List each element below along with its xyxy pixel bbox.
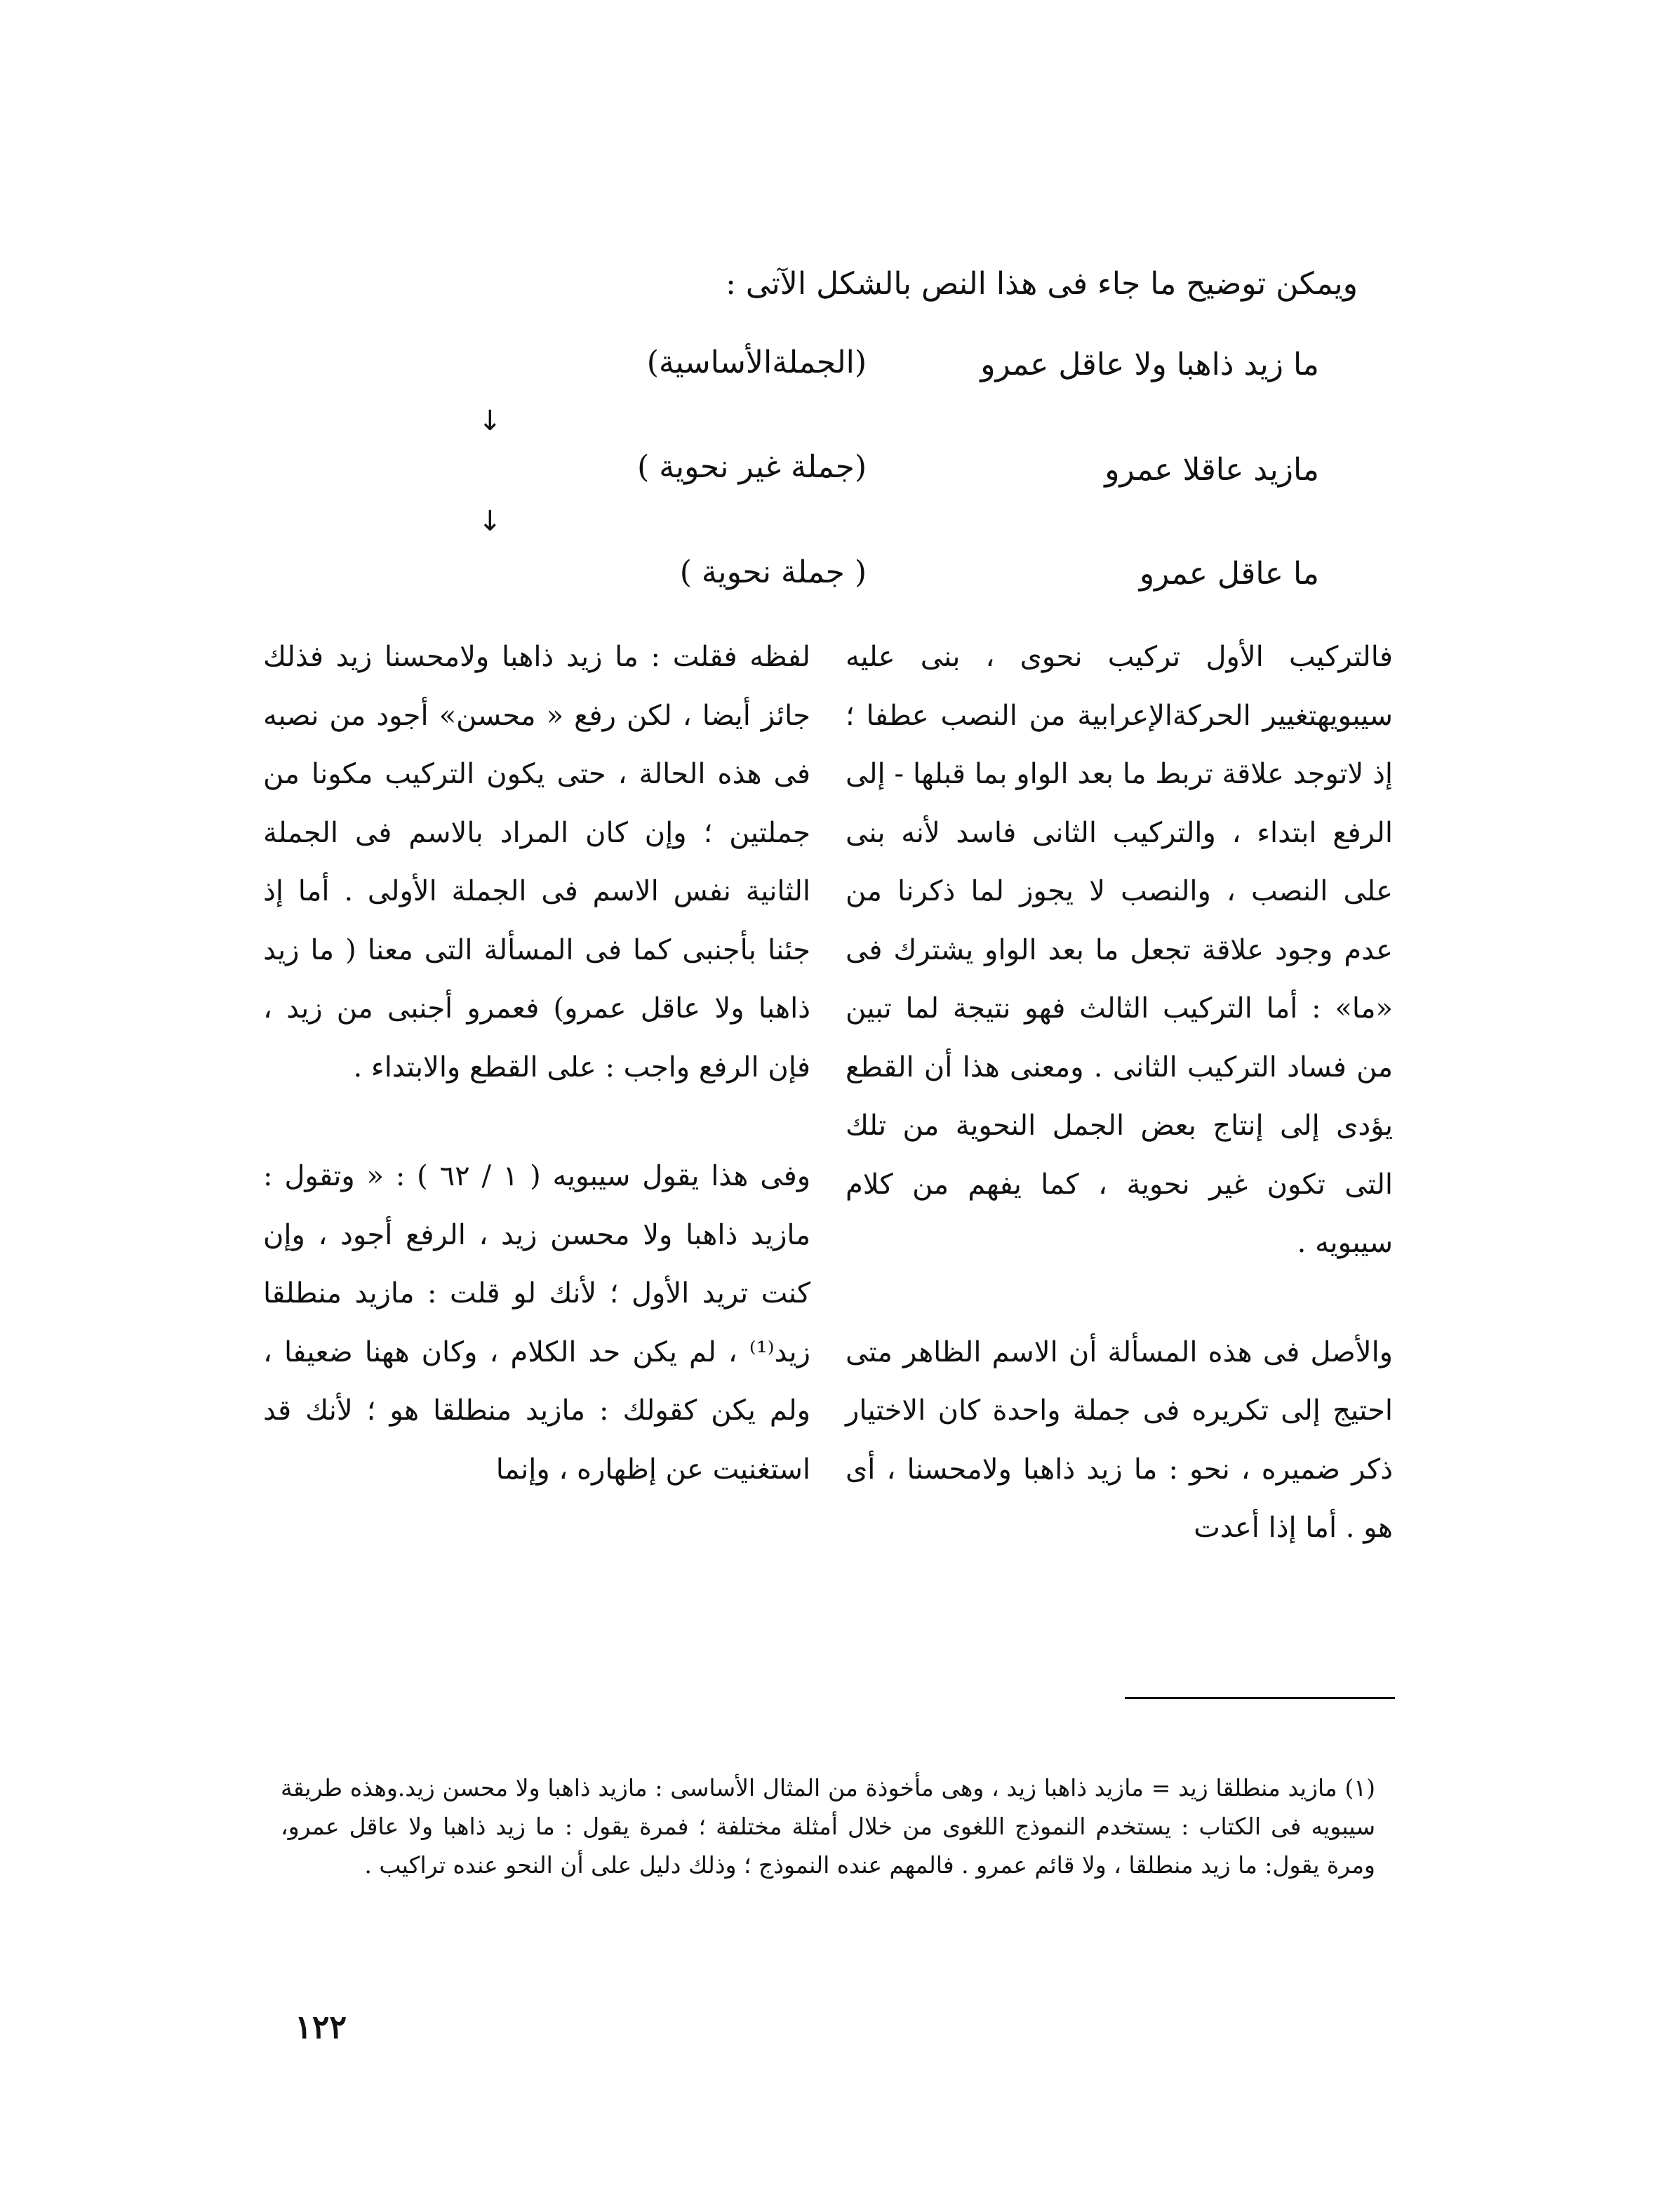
paragraph: لفظه فقلت : ما زيد ذاهبا ولامحسنا زيد فذلك جائز أيضا ، لكن رفع « محسن» أجود من نصبه فى هذه الحالة ، حتى يكون التركيب مكونا من جملتين ؛ وإن كان المراد بالاسم فى الجملة الثانية نفس الاسم فى الجملة الأولى . أما إذ جئنا بأجنبى كما فى المسألة التى معنا ( ما زيد ذاهبا ولا عاقل عمرو) فعمرو أجنبى من زيد ، فإن الرفع واجب : على القطع والابتداء . xyxy=(263,641,810,1084)
page-number: ١٢٢ xyxy=(295,2008,347,2046)
paragraph: وفى هذا يقول سيبويه ( ١ / ٦٢ ) : « وتقول : مازيد ذاهبا ولا محسن زيد ، الرفع أجود ، وإن كنت تريد الأول ؛ لأنك لو قلت : مازيد منطلقا زيد⁽¹⁾ ، لم يكن حد الكلام ، وكان ههنا ضعيفا ، ولم يكن كقولك : مازيد منطلقا هو ؛ لأنك قد استغنيت عن إظهاره ، وإنما xyxy=(263,1160,811,1486)
footnotes xyxy=(281,1768,1375,1884)
diagram-label-grammatical: ( جملة نحوية ) xyxy=(679,554,867,590)
paragraph: والأصل فى هذه المسألة أن الاسم الظاهر متى احتيج إلى تكريره فى جملة واحدة كان الاختيار ذكر ضميره ، نحو : ما زيد ذاهبا ولامحسنا ، أى هو . أما إذا أعدت xyxy=(846,1335,1393,1544)
down-arrow-icon: ↓ xyxy=(478,405,502,437)
paragraph: فالتركيب الأول تركيب نحوى ، بنى عليه سيبويهتغيير الحركةالإعرابية من النصب عطفا ؛ إذ لاتوجد علاقة تربط ما بعد الواو بما قبلها - إلى الرفع ابتداء ، والتركيب الثانى فاسد لأنه بنى على النصب ، والنصب لا يجوز لما ذكرنا من عدم وجود علاقة تجعل ما بعد الواو يشترك فى «ما» : أما التركيب الثالث فهو نتيجة لما تبين من فساد التركيب الثانى . ومعنى هذا أن القطع يؤدى إلى إنتاج بعض الجمل النحوية من تلك التى تكون غير نحوية ، كما يفهم من كلام سيبويه . xyxy=(846,641,1393,1259)
down-arrow-icon: ↓ xyxy=(478,505,502,538)
diagram-label-ungrammatical: (جملة غير نحوية ) xyxy=(637,449,867,485)
footnote: (١) مازيد منطلقا زيد = مازيد ذاهبا زيد ، وهى مأخوذة من المثال الأساسى : مازيد ذاهبا ولا محسن زيد.وهذه طريقة سيبويه فى الكتاب : يستخدم النموذج اللغوى من خلال أمثلة مختلفة ؛ فمرة يقول : ما زيد ذاهبا ولا عاقل عمرو، ومرة يقول: ما زيد منطلقا ، ولا قائم عمرو . فالمهم عنده النموذج ؛ وذلك دليل على أن النحو عنده تراكيب . xyxy=(281,1774,1375,1879)
footnote-separator xyxy=(1125,1697,1395,1699)
diagram-sentence-grammatical: ما عاقل عمرو xyxy=(1139,556,1319,592)
diagram-sentence-ungrammatical: مازيد عاقلا عمرو xyxy=(1104,452,1319,488)
diagram-label-basic: (الجملةالأساسية) xyxy=(646,345,867,380)
transformation-diagram xyxy=(0,0,1670,632)
diagram-sentence-basic: ما زيد ذاهبا ولا عاقل عمرو xyxy=(980,347,1319,382)
right-column xyxy=(846,628,1393,1558)
intro-sentence: ويمكن توضيح ما جاء فى هذا النص بالشكل الآتى : xyxy=(726,266,1358,302)
left-column xyxy=(263,628,810,1499)
